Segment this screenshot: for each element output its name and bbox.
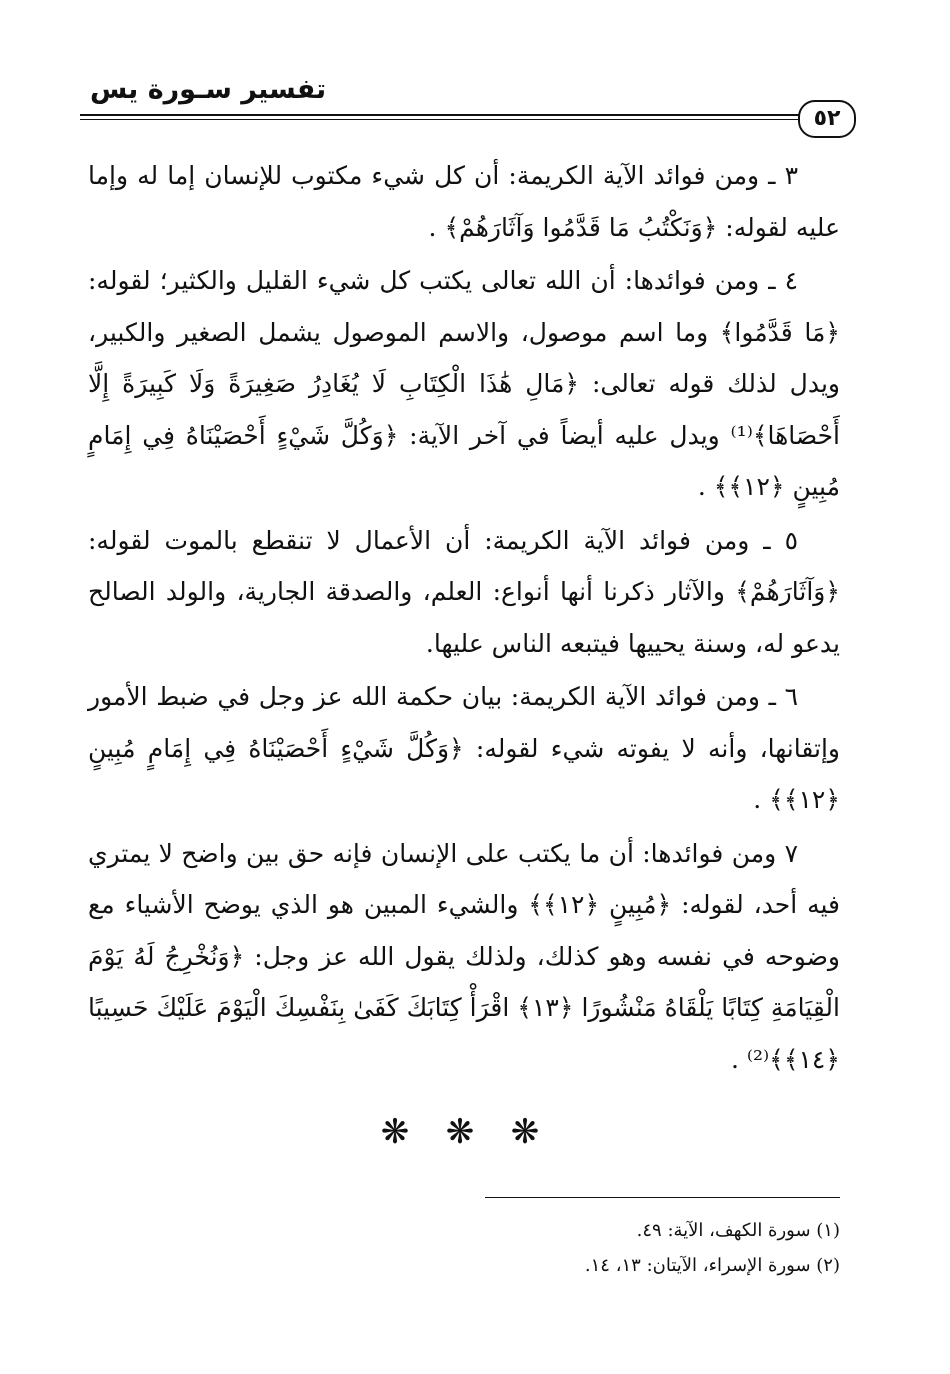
section-separator xyxy=(375,1112,545,1152)
running-header-title: تفسير سـورة يس xyxy=(90,74,327,105)
separator-star-icon: ❋ xyxy=(380,1112,410,1152)
footnote-rule xyxy=(485,1197,840,1198)
separator-star-icon: ❋ xyxy=(445,1112,475,1152)
footnotes xyxy=(430,1213,840,1283)
footnote-2: (٢) سورة الإسراء، الآيتان: ١٣، ١٤. xyxy=(584,1255,840,1276)
paragraph-benefit-4: ٤ ـ ومن فوائدها: أن الله تعالى يكتب كل شيء القليل والكثير؛ لقوله: ﴿مَا قَدَّمُوا﴾ وما اسم موصول، والاسم الموصول يشمل الصغير والكبير، ويدل لذلك قوله تعالى: ﴿مَالِ هَٰذَا الْكِتَابِ لَا يُغَادِرُ صَغِيرَةً وَلَا كَبِيرَةً إِلَّا أَحْصَاهَا﴾⁽¹⁾ ويدل عليه أيضاً في آخر الآية: ﴿وَكُلَّ شَيْءٍ أَحْصَيْنَاهُ فِي إِمَامٍ مُبِينٍ ﴿١٢﴾﴾ . xyxy=(88,266,840,501)
separator-star-icon: ❋ xyxy=(510,1112,540,1152)
paragraph-benefit-7: ٧ ومن فوائدها: أن ما يكتب على الإنسان فإنه حق بين واضح لا يمتري فيه أحد، لقوله: ﴿مُبِينٍ ﴿١٢﴾﴾ والشيء المبين هو الذي يوضح الأشياء مع وضوحه في نفسه وهو كذلك، ولذلك يقول الله عز وجل: ﴿وَنُخْرِجُ لَهُ يَوْمَ الْقِيَامَةِ كِتَابًا يَلْقَاهُ مَنْشُورًا ﴿١٣﴾ اقْرَأْ كِتَابَكَ كَفَىٰ بِنَفْسِكَ الْيَوْمَ عَلَيْكَ حَسِيبًا ﴿١٤﴾﴾⁽²⁾ . xyxy=(88,838,840,1074)
paragraph-benefit-5: ٥ ـ ومن فوائد الآية الكريمة: أن الأعمال لا تنقطع بالموت لقوله: ﴿وَآثَارَهُمْ﴾ والآثار ذكرنا أنها أنواع: العلم، والصدقة الجارية، والولد الصالح يدعو له، وسنة يحييها فيتبعه الناس عليها. xyxy=(88,525,840,658)
paragraph-benefit-3: ٣ ـ ومن فوائد الآية الكريمة: أن كل شيء مكتوب للإنسان إما له وإما عليه لقوله: ﴿وَنَكْتُبُ مَا قَدَّمُوا وَآثَارَهُمْ﴾ . xyxy=(88,161,840,242)
header-rule-thin xyxy=(80,119,800,120)
paragraph-benefit-6: ٦ ـ ومن فوائد الآية الكريمة: بيان حكمة الله عز وجل في ضبط الأمور وإتقانها، وأنه لا يفوته شيء لقوله: ﴿وَكُلَّ شَيْءٍ أَحْصَيْنَاهُ فِي إِمَامٍ مُبِينٍ ﴿١٢﴾﴾ . xyxy=(88,682,840,814)
page-number-badge: ٥٢ xyxy=(798,100,856,138)
header-rule xyxy=(80,114,800,116)
body-text xyxy=(88,150,840,1085)
footnote-1: (١) سورة الكهف، الآية: ٤٩. xyxy=(636,1220,840,1241)
